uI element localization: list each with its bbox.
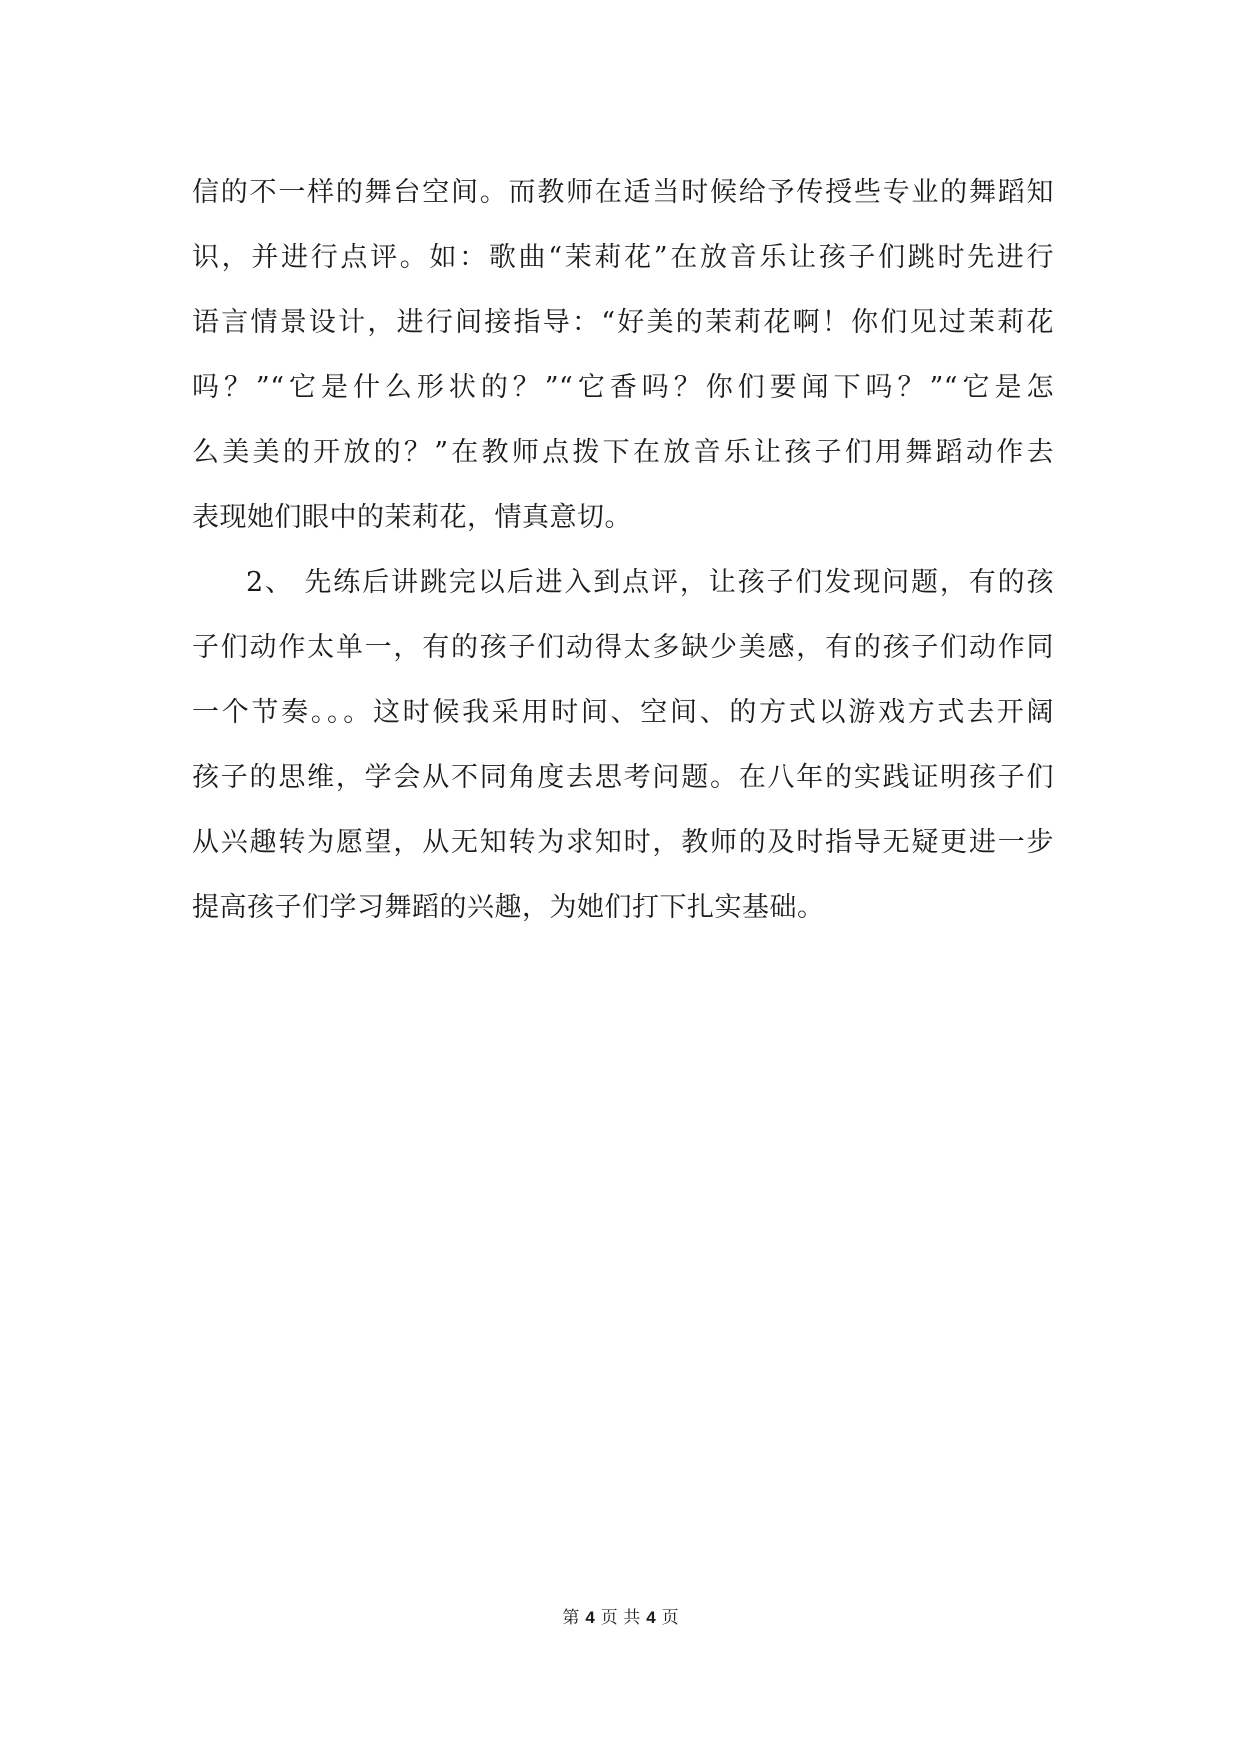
text-line: 2、 先练后讲跳完以后进入到点评，让孩子们发现问题，有的孩 [246,567,1054,598]
text-line: 语言情景设计，进行间接指导：“好美的茉莉花啊！你们见过茉莉花 [192,307,1054,338]
text-line: 从兴趣转为愿望，从无知转为求知时，教师的及时指导无疑更进一步 [192,827,1054,858]
text-line: 么美美的开放的？”在教师点拨下在放音乐让孩子们用舞蹈动作去 [192,437,1054,468]
paragraph [192,160,1054,550]
text-line: 识，并进行点评。如：歌曲“茉莉花”在放音乐让孩子们跳时先进行 [192,242,1054,273]
footer-prefix: 第 [562,1608,580,1628]
paragraph [192,550,1054,940]
total-pages-number: 4 [646,1608,656,1627]
text-line: 孩子的思维，学会从不同角度去思考问题。在八年的实践证明孩子们 [192,762,1054,793]
text-line: 信的不一样的舞台空间。而教师在适当时候给予传授些专业的舞蹈知 [192,177,1054,208]
body-text [192,160,1054,940]
text-line: 吗？”“它是什么形状的？”“它香吗？你们要闻下吗？”“它是怎 [192,372,1054,403]
text-line: 子们动作太单一，有的孩子们动得太多缺少美感，有的孩子们动作同 [192,632,1054,663]
text-line: 提高孩子们学习舞蹈的兴趣，为她们打下扎实基础。 [192,892,825,923]
current-page-number: 4 [585,1608,595,1627]
footer-suffix: 页 [661,1608,679,1628]
page-footer [0,1606,1241,1630]
text-line: 一个节奏。。。这时候我采用时间、空间、的方式以游戏方式去开阔 [192,697,1054,728]
text-line: 表现她们眼中的茉莉花，情真意切。 [192,502,632,533]
footer-middle: 页 共 [600,1608,641,1628]
